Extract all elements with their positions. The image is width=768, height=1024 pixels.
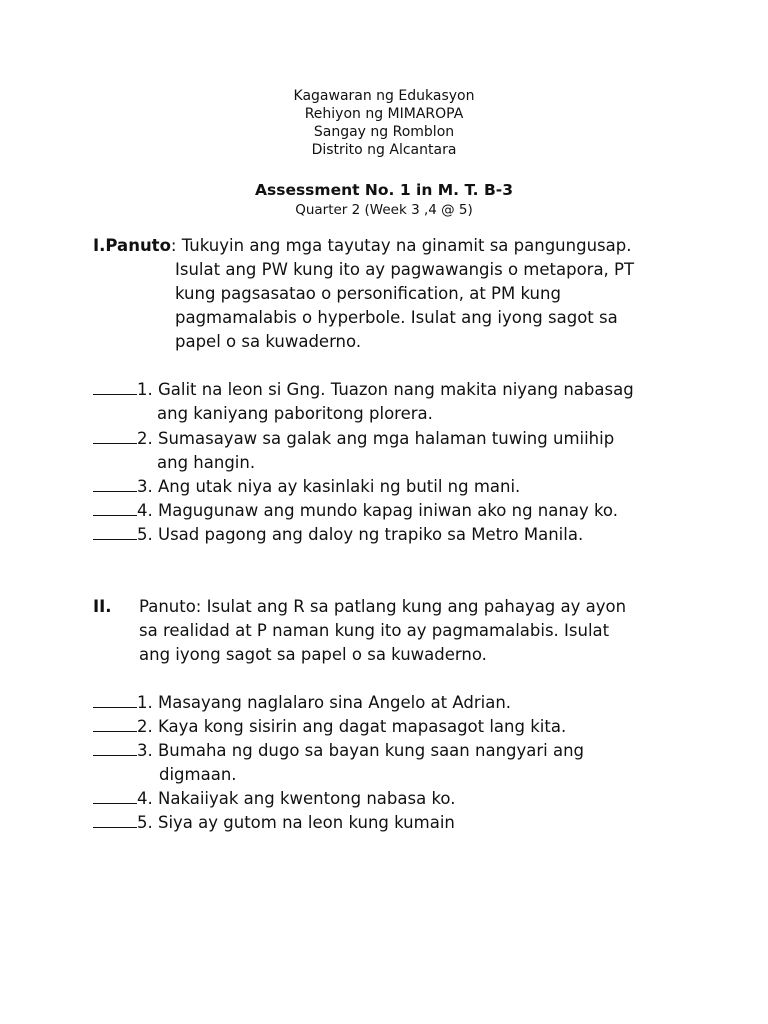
part1-item — [93, 499, 618, 523]
header-region: Rehiyon ng MIMAROPA — [304, 106, 464, 122]
item-continuation: digmaan. — [159, 765, 237, 784]
part2-instruction-line: ang iyong sagot sa papel o sa kuwaderno. — [139, 645, 487, 664]
item-text: 2. Kaya kong sisirin ang dagat mapasagot lang kita. — [137, 717, 567, 736]
part1-instruction-text: : Tukuyin ang mga tayutay na ginamit sa pangungusap. — [170, 236, 632, 255]
part1-item — [93, 523, 583, 547]
answer-blank[interactable] — [93, 717, 137, 732]
answer-blank[interactable] — [93, 525, 137, 540]
item-text: 5. Siya ay gutom na leon kung kumain — [137, 813, 455, 832]
part1-instruction-line — [93, 234, 631, 258]
part2-item — [93, 811, 455, 835]
item-text: 4. Nakaiiyak ang kwentong nabasa ko. — [137, 789, 456, 808]
part2-label: II. — [93, 597, 112, 616]
item-continuation: ang hangin. — [157, 453, 256, 472]
part2-item — [93, 691, 511, 715]
header-division: Sangay ng Romblon — [313, 124, 455, 140]
assessment-subtitle: Quarter 2 (Week 3 ,4 @ 5) — [295, 202, 473, 218]
part1-item — [93, 427, 614, 451]
part2-item — [93, 739, 584, 763]
item-continuation: ang kaniyang paboritong plorera. — [157, 404, 433, 423]
item-text: 1. Galit na leon si Gng. Tuazon nang makita niyang nabasag — [137, 380, 634, 399]
item-text: 2. Sumasayaw sa galak ang mga halaman tuwing umiihip — [137, 429, 615, 448]
item-text: 5. Usad pagong ang daloy ng trapiko sa Metro Manila. — [137, 525, 584, 544]
item-text: 3. Bumaha ng dugo sa bayan kung saan nangyari ang — [137, 741, 585, 760]
answer-blank[interactable] — [93, 813, 137, 828]
answer-blank[interactable] — [93, 789, 137, 804]
item-text: 1. Masayang naglalaro sina Angelo at Adrian. — [137, 693, 512, 712]
part2-instruction-line: Panuto: Isulat ang R sa patlang kung ang pahayag ay ayon — [139, 597, 627, 616]
part2-instruction-line: sa realidad at P naman kung ito ay pagmamalabis. Isulat — [139, 621, 610, 640]
part2-item — [93, 715, 566, 739]
header-district: Distrito ng Alcantara — [311, 142, 457, 158]
item-text: 3. Ang utak niya ay kasinlaki ng butil ng mani. — [137, 477, 521, 496]
part1-instruction-line: pagmamalabis o hyperbole. Isulat ang iyong sagot sa — [175, 308, 618, 327]
answer-blank[interactable] — [93, 741, 137, 756]
part2-item — [93, 787, 455, 811]
part1-instruction-line: kung pagsasatao o personification, at PM kung — [175, 284, 561, 303]
document-header — [0, 87, 768, 159]
part1-instruction-line: papel o sa kuwaderno. — [175, 332, 362, 351]
assessment-title: Assessment No. 1 in M. T. B-3 — [255, 181, 513, 199]
answer-blank[interactable] — [93, 380, 137, 395]
part1-instruction-line: Isulat ang PW kung ito ay pagwawangis o metapora, PT — [175, 260, 635, 279]
answer-blank[interactable] — [93, 429, 137, 444]
part1-label: I.Panuto — [93, 236, 171, 255]
header-department: Kagawaran ng Edukasyon — [293, 88, 475, 104]
item-text: 4. Magugunaw ang mundo kapag iniwan ako ng nanay ko. — [137, 501, 618, 520]
answer-blank[interactable] — [93, 477, 137, 492]
answer-blank[interactable] — [93, 501, 137, 516]
answer-blank[interactable] — [93, 693, 137, 708]
part1-item — [93, 378, 634, 402]
part1-item — [93, 475, 520, 499]
